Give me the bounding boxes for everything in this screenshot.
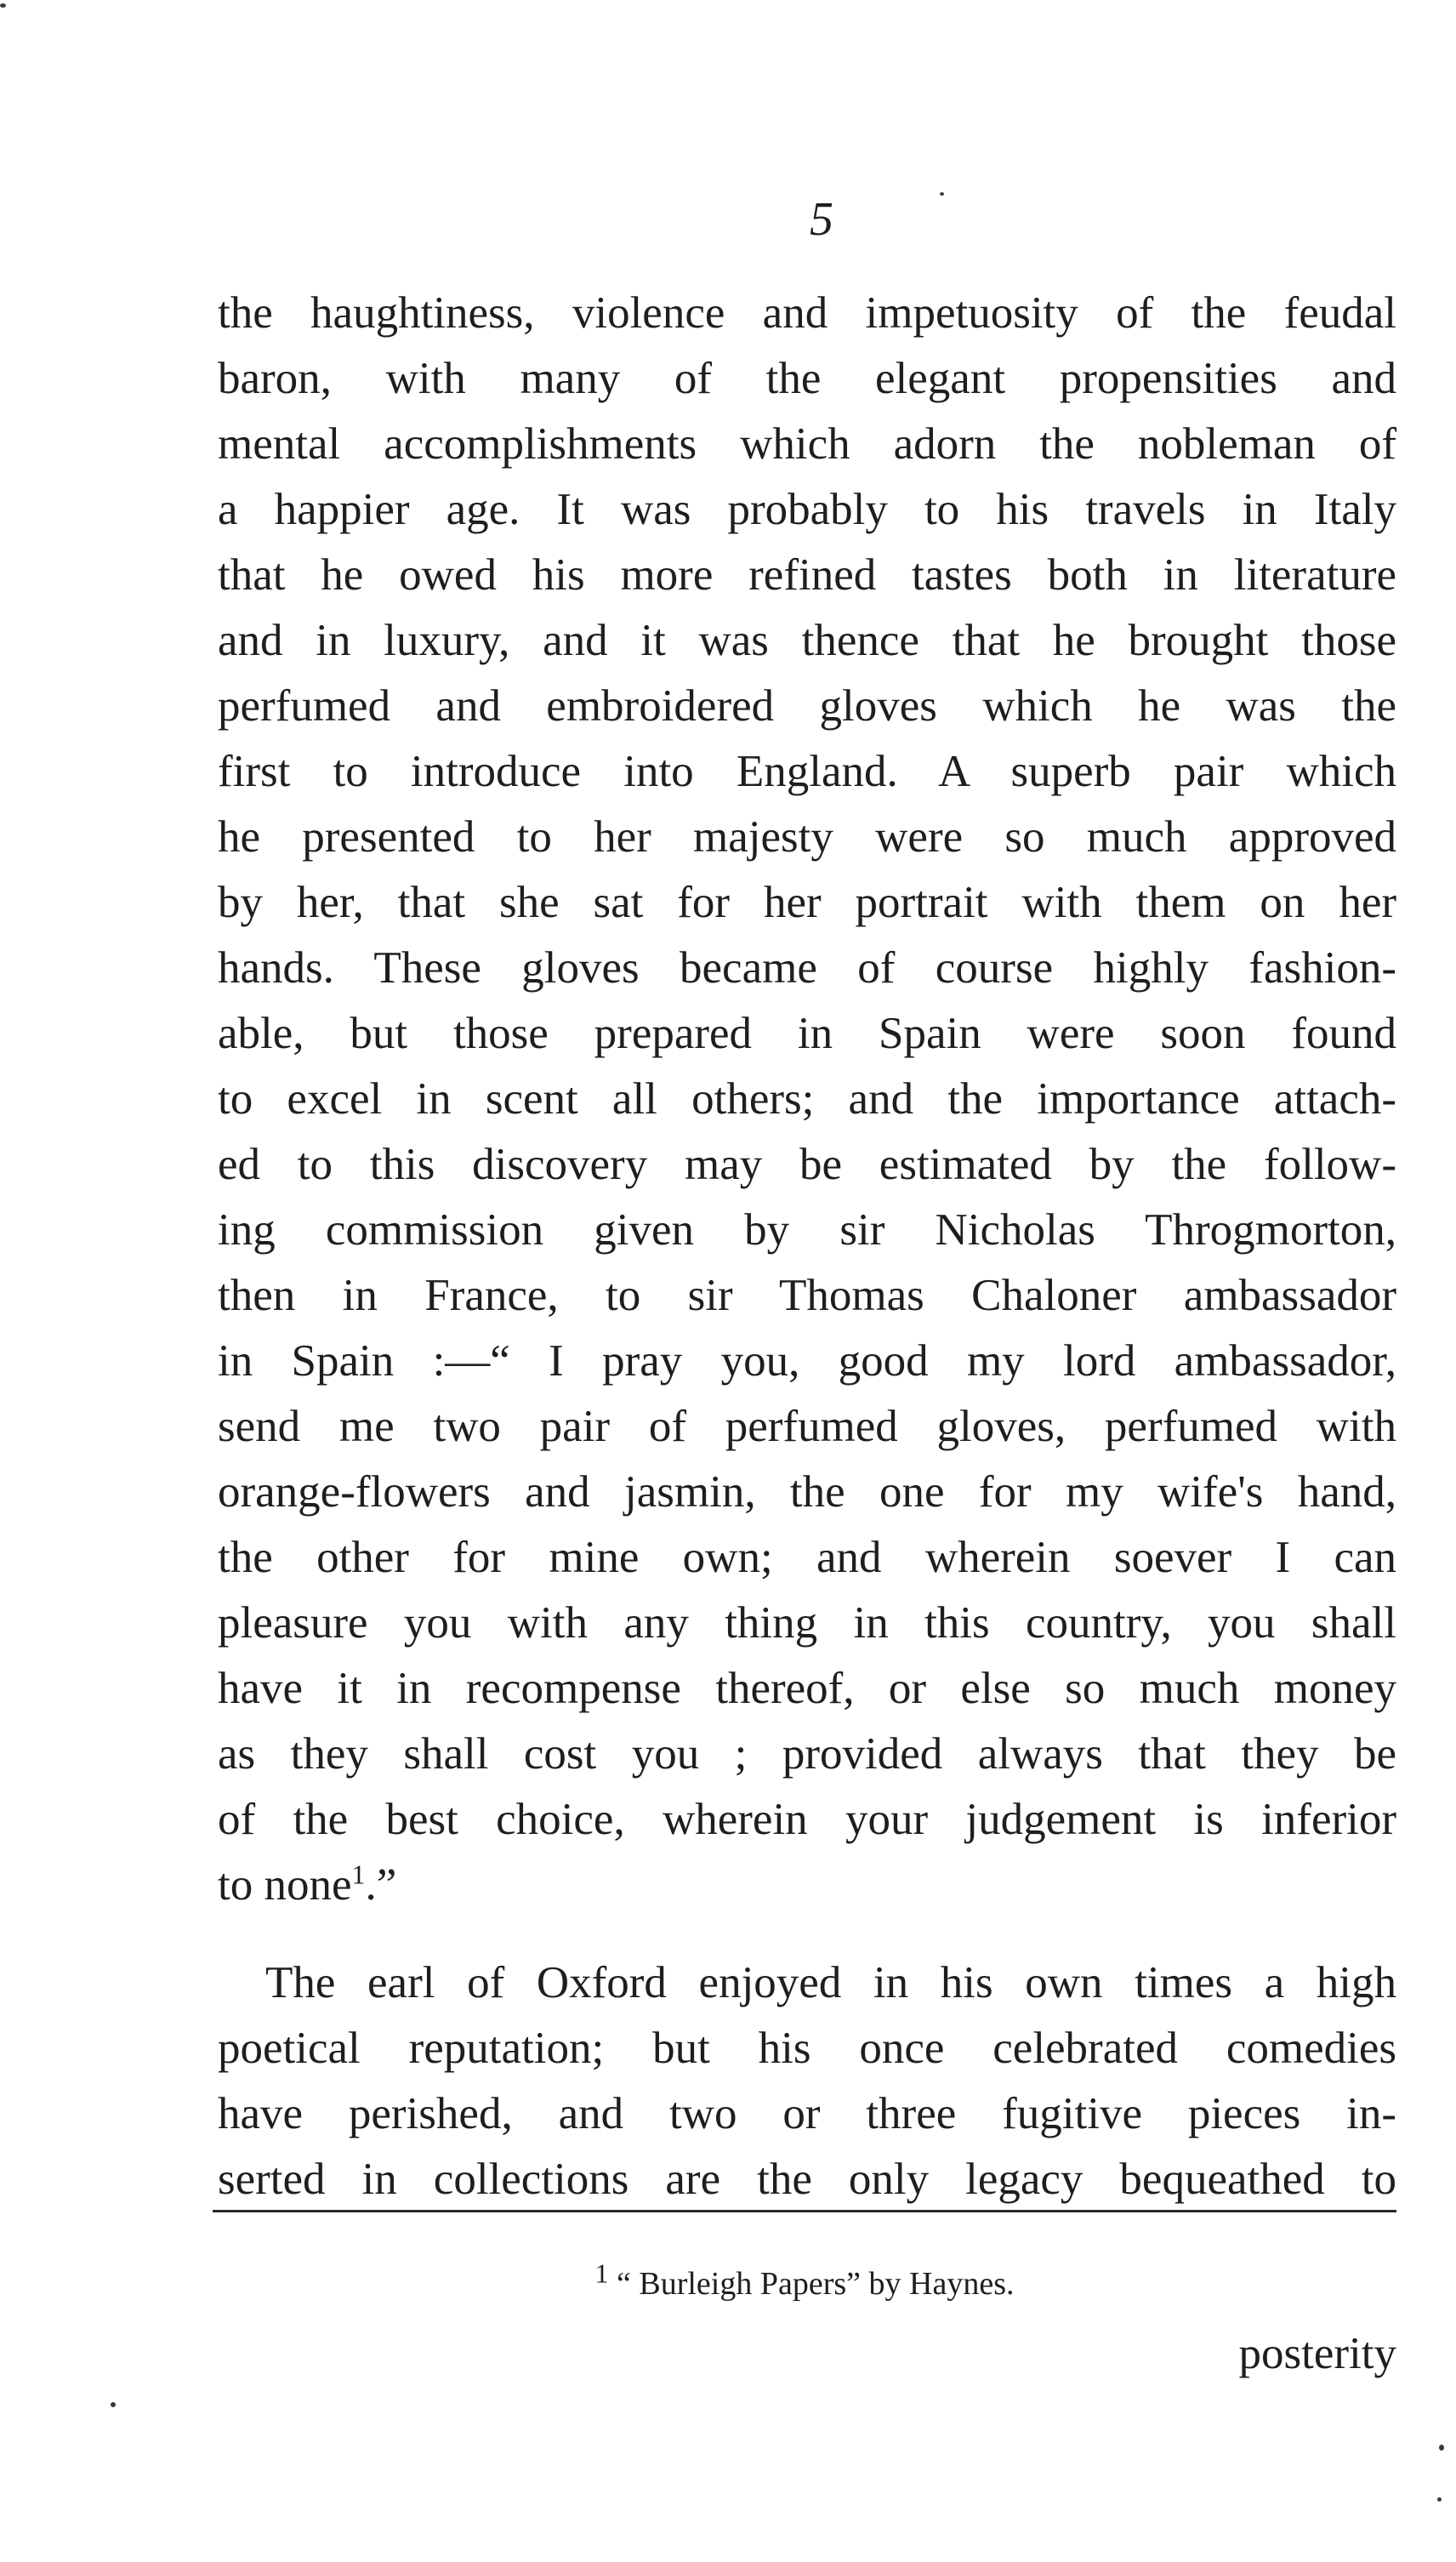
text-line: The earl of Oxford enjoyed in his own times a high <box>265 1958 1396 2007</box>
text-line: as they shall cost you ; provided always that they be <box>218 1729 1396 1779</box>
footnote <box>213 2257 1396 2305</box>
text-line: and in luxury, and it was thence that he brought those <box>218 616 1396 665</box>
text-line: orange-flowers and jasmin, the one for my wife's hand, <box>218 1467 1396 1517</box>
scan-speck <box>0 3 6 8</box>
text-line: ed to this discovery may be estimated by the follow- <box>218 1140 1396 1189</box>
scan-speck <box>111 2402 116 2407</box>
paragraph-spacer <box>218 1918 1396 1950</box>
text-line: mental accomplishments which adorn the nobleman of <box>218 419 1396 469</box>
catchword: posterity <box>1238 2329 1396 2378</box>
footnote-divider <box>213 2210 1396 2212</box>
text-line: he presented to her majesty were so much approved <box>218 812 1396 862</box>
text-line: the haughtiness, violence and impetuosity of the feudal <box>218 288 1396 338</box>
text-line: a happier age. It was probably to his travels in Italy <box>218 485 1396 534</box>
text-line: the other for mine own; and wherein soever I can <box>218 1533 1396 1582</box>
footnote-marker: 1 <box>594 2257 609 2289</box>
text-line: baron, with many of the elegant propensities and <box>218 354 1396 403</box>
text-line: of the best choice, wherein your judgement is inferior <box>218 1795 1396 1844</box>
text-line: ing commission given by sir Nicholas Throgmorton, <box>218 1205 1396 1255</box>
main-text <box>218 281 1396 2212</box>
text-line: poetical reputation; but his once celebrated comedies <box>218 2024 1396 2073</box>
scan-speck <box>1437 2497 1442 2502</box>
text-line: that he owed his more refined tastes both in literature <box>218 550 1396 600</box>
paragraph-earl-of-oxford <box>218 1950 1396 2212</box>
text-line: send me two pair of perfumed gloves, perfumed with <box>218 1402 1396 1451</box>
text-line: serted in collections are the only legacy bequeathed to <box>218 2155 1396 2204</box>
text-line: perfumed and embroidered gloves which he was the <box>218 681 1396 731</box>
scan-speck <box>1439 2445 1444 2451</box>
text-line: have perished, and two or three fugitive pieces in- <box>218 2089 1396 2138</box>
scan-speck <box>940 192 944 196</box>
text-line: pleasure you with any thing in this country, you shall <box>218 1598 1396 1648</box>
text-line: to excel in scent all others; and the importance attach- <box>218 1074 1396 1124</box>
text-line: then in France, to sir Thomas Chaloner ambassador <box>218 1271 1396 1320</box>
text-line-last <box>218 1853 1396 1918</box>
closing-quote: .” <box>365 1860 397 1910</box>
paragraph-gloves <box>218 281 1396 1918</box>
text-line: in Spain :—“ I pray you, good my lord ambassador, <box>218 1336 1396 1386</box>
text-line: have it in recompense thereof, or else so much money <box>218 1664 1396 1713</box>
text-line: by her, that she sat for her portrait with them on her <box>218 878 1396 927</box>
page-number: 5 <box>810 193 833 246</box>
footnote-text: “ Burleigh Papers” by Haynes. <box>617 2266 1015 2302</box>
last-line-text: to none <box>218 1860 352 1910</box>
text-line: first to introduce into England. A superb pair which <box>218 747 1396 796</box>
text-line: able, but those prepared in Spain were soon found <box>218 1009 1396 1058</box>
text-line: hands. These gloves became of course highly fashion- <box>218 943 1396 993</box>
footnote-reference: 1 <box>351 1859 366 1890</box>
